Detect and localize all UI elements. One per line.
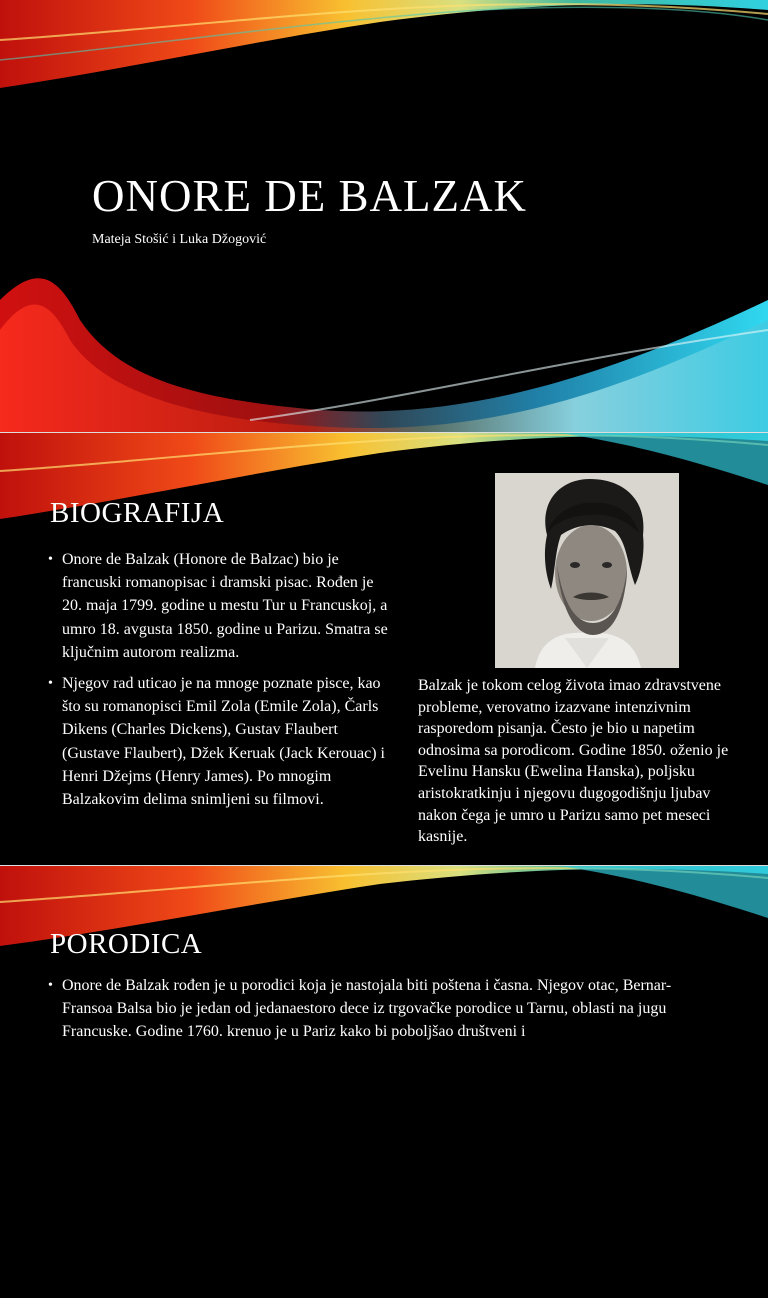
list-item: • Njegov rad uticao je na mnoge poznate pisce, kao što su romanopisci Emil Zola (Emile Zola), Čarls Dikens (Charles Dickens), Gustav Flaubert (Gustave Flaubert), Džek Keruak (Jack Kerouac) i Henri Džejms (Henry James). Po mnogim Balzakovim delima snimljeni su filmovi. [48, 672, 388, 811]
family-bullets [48, 974, 718, 1052]
list-item: • Onore de Balzak rođen je u porodici koja je nastojala biti poštena i časna. Njegov otac, Bernar-Fransoa Balsa bio je jedan od jedanaestoro dece iz trgovačke porodice u Tarnu, oblasti na jugu Francuske. Godine 1760. krenuo je u Pariz kako bi poboljšao društveni i [48, 974, 718, 1044]
balzac-portrait [495, 473, 679, 668]
presentation-title: ONORE DE BALZAK [92, 171, 527, 221]
presentation-subtitle: Mateja Stošić i Luka Džogović [92, 232, 267, 247]
list-item: • Onore de Balzak (Honore de Balzac) bio je francuski romanopisac i dramski pisac. Rođen je 20. maja 1799. godine u mestu Tur u Francuskoj, a umro 18. avgusta 1850. godine u Parizu. Smatra se ključnim autorom realizma. [48, 548, 388, 664]
biography-slide [0, 433, 768, 865]
title-slide [0, 0, 768, 432]
biography-heading: BIOGRAFIJA [50, 497, 225, 529]
family-heading: PORODICA [50, 928, 203, 960]
biography-bullets [48, 548, 388, 819]
family-slide [0, 866, 768, 1041]
biography-side-text: Balzak je tokom celog života imao zdravstvene probleme, verovatno izazvane intenzivnim rasporedom pisanja. Često je bio u napetim odnosima sa porodicom. Godine 1850. oženio je Evelinu Hansku (Ewelina Hanska), poljsku aristokratkinju i njegovu dugogodišnju ljubav nakon čega je umro u Parizu samo pet meseci kasnije. [418, 677, 729, 846]
